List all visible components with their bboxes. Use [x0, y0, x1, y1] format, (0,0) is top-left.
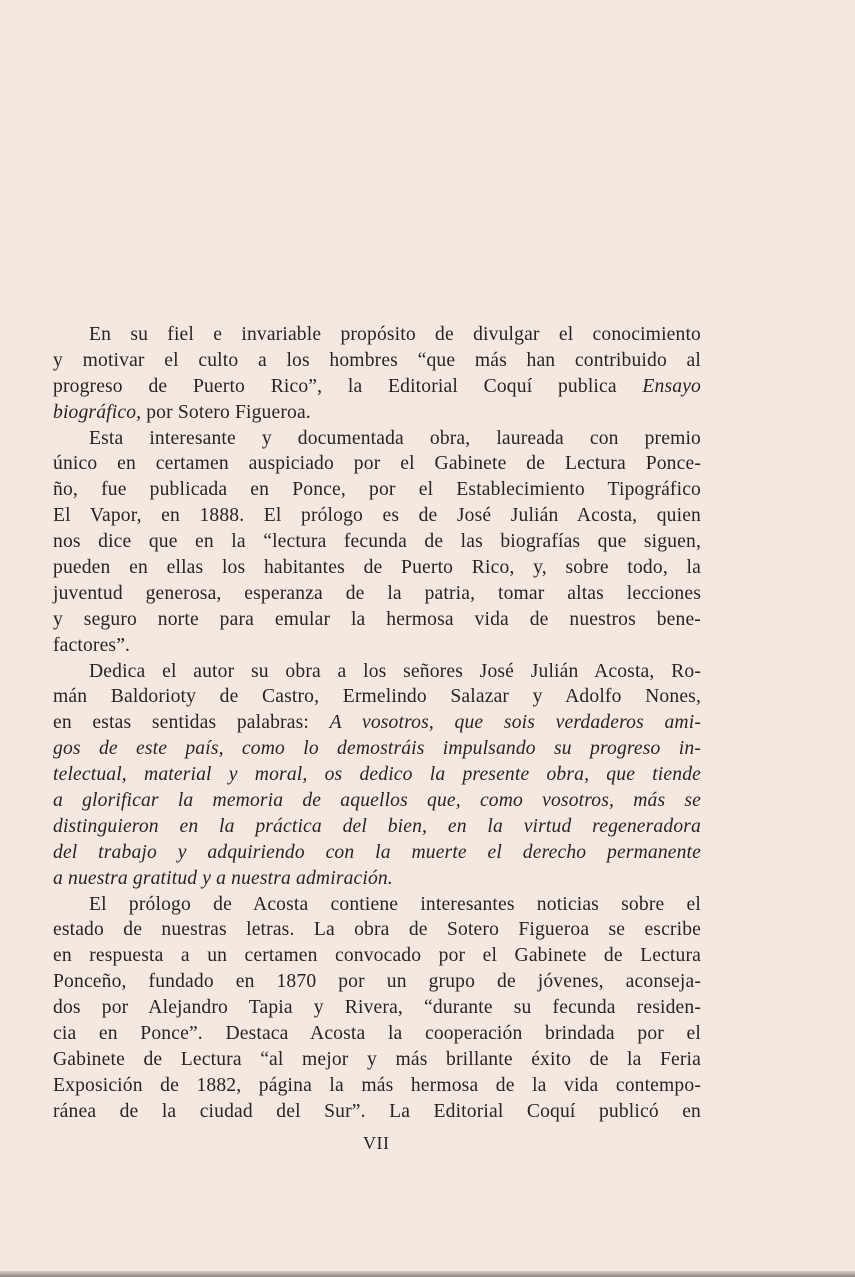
text-line: [53, 607, 701, 633]
text-line: [53, 943, 701, 969]
italic-text-segment: distinguieron en la práctica del bien, en la virtud regeneradora: [53, 815, 701, 837]
text-segment: ránea de la ciudad del Sur”. La Editorial Coquí publicó en: [53, 1100, 701, 1122]
text-line: [53, 400, 701, 426]
italic-text-segment: a glorificar la memoria de aquellos que, como vosotros, más se: [53, 790, 701, 812]
text-line: [53, 969, 701, 995]
text-segment: por Sotero Figueroa.: [141, 401, 311, 423]
text-segment: En su fiel e invariable propósito de divulgar el conocimiento: [89, 324, 701, 345]
text-line: [53, 477, 701, 503]
text-segment: único en certamen auspiciado por el Gabinete de Lectura Ponce-: [53, 453, 701, 475]
text-line: [53, 1021, 701, 1047]
text-segment: factores”.: [53, 634, 131, 656]
text-line: [53, 374, 701, 400]
text-line: [53, 736, 701, 762]
italic-text-segment: a nuestra gratitud y a nuestra admiración.: [53, 867, 393, 889]
text-line: [53, 1047, 701, 1073]
text-line: [53, 788, 701, 814]
text-segment: El prólogo de Acosta contiene interesantes noticias sobre el: [89, 893, 701, 915]
text-line: [53, 426, 701, 452]
text-segment: El Vapor, en 1888. El prólogo es de José Julián Acosta, quien: [53, 505, 701, 527]
text-segment: mán Baldorioty de Castro, Ermelindo Salazar y Adolfo Nones,: [53, 686, 701, 708]
text-line: [53, 917, 701, 943]
text-line: [53, 555, 701, 581]
italic-text-segment: A vosotros, que sois verdaderos ami-: [329, 712, 701, 734]
text-segment: ño, fue publicada en Ponce, por el Establecimiento Tipográfico: [53, 479, 701, 501]
text-segment: pueden en ellas los habitantes de Puerto Rico, y, sobre todo, la: [53, 557, 701, 579]
text-segment: en estas sentidas palabras:: [53, 712, 330, 734]
text-segment: Gabinete de Lectura “al mejor y más brillante éxito de la Feria: [53, 1048, 701, 1070]
text-line: [53, 348, 701, 374]
text-segment: Dedica el autor su obra a los señores José Julián Acosta, Ro-: [89, 660, 701, 682]
text-line: [53, 710, 701, 736]
text-line: [53, 892, 701, 918]
text-segment: en respuesta a un certamen convocado por el Gabinete de Lectura: [53, 945, 701, 967]
italic-text-segment: gos de este país, como lo demostráis impulsando su progreso in-: [53, 738, 701, 760]
text-segment: Exposición de 1882, página la más hermosa de la vida contempo-: [53, 1074, 701, 1096]
italic-text-segment: Ensayo: [642, 375, 701, 397]
text-segment: y seguro norte para emular la hermosa vida de nuestros bene-: [53, 608, 701, 630]
text-segment: estado de nuestras letras. La obra de Sotero Figueroa se escribe: [53, 919, 701, 941]
text-line: [53, 1099, 701, 1125]
text-line: [53, 633, 701, 659]
text-line: [53, 684, 701, 710]
text-segment: cia en Ponce”. Destaca Acosta la cooperación brindada por el: [53, 1023, 701, 1045]
text-line: [53, 995, 701, 1021]
text-segment: Ponceño, fundado en 1870 por un grupo de jóvenes, aconseja-: [53, 971, 701, 993]
body-text: [53, 322, 701, 1125]
text-segment: juventud generosa, esperanza de la patria, tomar altas lecciones: [53, 582, 701, 604]
text-line: [53, 451, 701, 477]
text-line: [53, 762, 701, 788]
italic-text-segment: biográfico,: [53, 401, 142, 423]
italic-text-segment: del trabajo y adquiriendo con la muerte el derecho permanente: [53, 841, 701, 863]
text-line: [53, 814, 701, 840]
italic-text-segment: telectual, material y moral, os dedico la presente obra, que tiende: [53, 764, 701, 786]
text-line: [53, 529, 701, 555]
text-line: [53, 840, 701, 866]
text-segment: Esta interesante y documentada obra, laureada con premio: [89, 427, 701, 449]
text-line: [53, 659, 701, 685]
text-line: [53, 866, 701, 892]
text-segment: y motivar el culto a los hombres “que más han contribuido al: [53, 349, 701, 371]
text-segment: progreso de Puerto Rico”, la Editorial Coquí publica: [53, 375, 643, 397]
text-line: [53, 322, 701, 348]
text-segment: nos dice que en la “lectura fecunda de las biografías que siguen,: [53, 531, 701, 553]
page-bottom-edge: [0, 1271, 855, 1277]
text-segment: dos por Alejandro Tapia y Rivera, “durante su fecunda residen-: [53, 997, 701, 1019]
text-line: [53, 1073, 701, 1099]
text-line: [53, 581, 701, 607]
page-number-text: VII: [363, 1133, 390, 1153]
text-line: [53, 503, 701, 529]
